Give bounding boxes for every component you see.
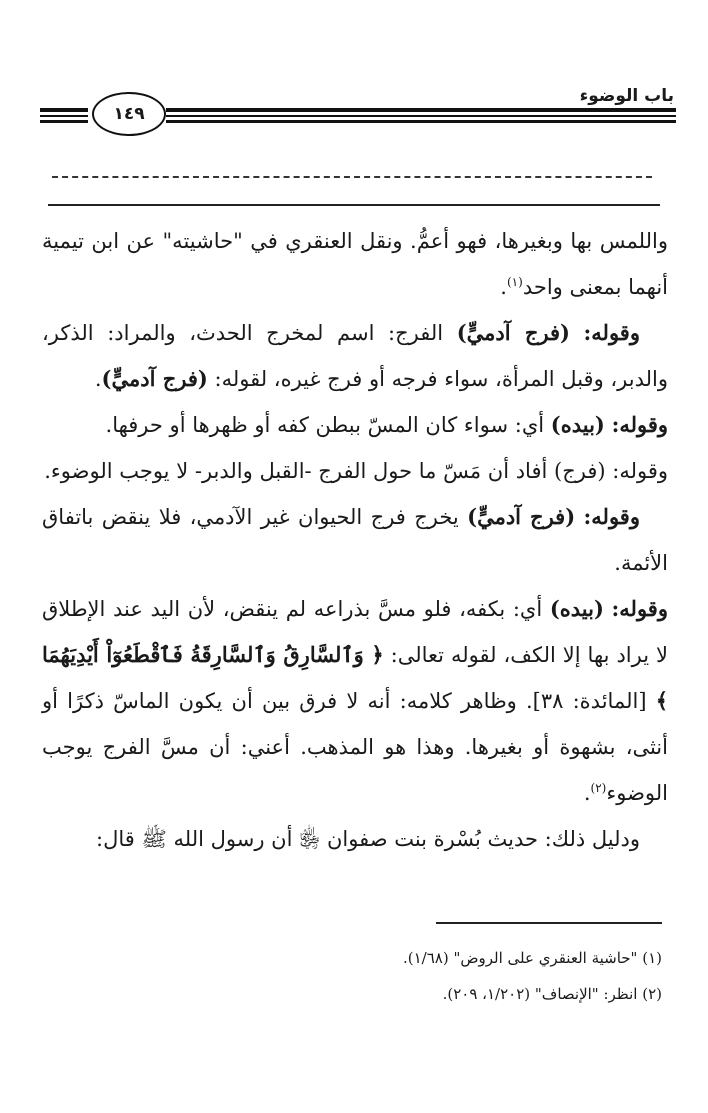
paragraph-6: وقوله: (بيده) أي: بكفه، فلو مسَّ بذراعه لم ينقض، لأن اليد عند الإطلاق لا يراد بها إلا الكف، لقوله تعالى: ﴿ وَٱلسَّارِقُ وَٱلسَّارِقَةُ فَٱقْطَعُوٓاْ أَيْدِيَهُمَا ﴾ [المائدة: ٣٨]. وظاهر كلامه: أنه لا فرق بين أن يكون الماسّ ذكرًا أو أنثى، بشهوة أو بغيرها. وهذا هو المذهب. أعني: أن مسَّ الفرج يوجب الوضوء$^{(٢)}$. — [42, 596, 668, 805]
paragraph-7: ودليل ذلك: حديث بُسْرة بنت صفوان ﵂ أن رسول الله ﷺ قال: — [96, 827, 640, 851]
solid-separator — [48, 204, 660, 206]
dashed-separator — [52, 176, 652, 178]
paragraph-2: وقوله: (فرج آدميٍّ) الفرج: اسم لمخرج الحدث، والمراد: الذكر، والدبر، وقبل المرأة، سواء فرجه أو فرج غيره، لقوله: (فرج آدميٍّ). — [42, 320, 668, 391]
header-rule-left — [40, 108, 88, 128]
term: (فرج آدميٍّ) — [456, 320, 570, 345]
footnote-rule — [436, 922, 662, 924]
quran-verse: ﴿ وَٱلسَّارِقُ وَٱلسَّارِقَةُ فَٱقْطَعُوٓاْ أَيْدِيَهُمَا ﴾ — [42, 642, 668, 713]
chapter-title: باب الوضوء — [579, 86, 674, 106]
page-header — [40, 78, 676, 138]
term: (فرج آدميٍّ) — [467, 504, 576, 529]
paragraph-4: وقوله: (فرج) أفاد أن مَسّ ما حول الفرج -القبل والدبر- لا يوجب الوضوء. — [44, 459, 668, 483]
footnote-2: (٢) انظر: "الإنصاف" (١/٢٠٢، ٢٠٩). — [442, 985, 662, 1003]
header-rule-right — [166, 108, 676, 128]
footnote-ref-2[interactable]: (٢) — [590, 781, 607, 795]
paragraph-1: واللمس بها وبغيرها، فهو أعمُّ. ونقل العنقري في "حاشيته" عن ابن تيمية أنهما بمعنى واحد$^{(١)}$. — [42, 229, 668, 299]
paragraph-3: وقوله: (بيده) أي: سواء كان المسّ ببطن كفه أو ظهرها أو حرفها. — [105, 412, 668, 437]
page-number: ١٤٩ — [92, 92, 166, 136]
term: (بيده) — [550, 412, 605, 437]
term: (بيده) — [549, 596, 604, 621]
term: (فرج آدميٍّ) — [101, 366, 208, 391]
main-text — [42, 218, 668, 862]
footnotes — [60, 940, 662, 1012]
footnote-ref-1[interactable]: (١) — [506, 275, 523, 289]
footnote-1: (١) "حاشية العنقري على الروض" (١/٦٨). — [402, 949, 662, 967]
paragraph-5: وقوله: (فرج آدميٍّ) يخرج فرج الحيوان غير الآدمي، فلا ينقض باتفاق الأئمة. — [42, 504, 668, 575]
